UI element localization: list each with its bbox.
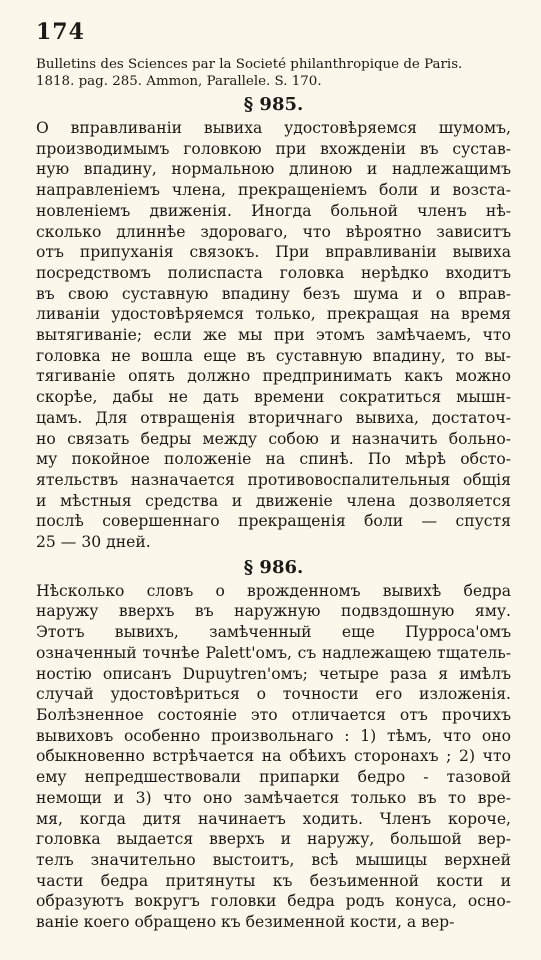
text-line: ностiю описанъ Dupuytren'омъ; четыре раза я имѣлъ xyxy=(36,664,511,683)
section-986-body xyxy=(36,581,511,933)
text-line: ванiе коего обращено къ безименной кости, а вер- xyxy=(36,913,455,932)
text-line: ную впадину, нормальною длиною и надлежащимъ xyxy=(36,160,511,179)
text-line: Этотъ вывихъ, замѣченный еще Пурроса'омъ xyxy=(36,623,511,642)
text-line: и мѣстныя средства и движенiе члена дозволяется xyxy=(36,491,511,510)
text-line: наружу вверхъ въ наружную подвздошную яму. xyxy=(36,602,511,621)
text-line: Нѣсколько словъ о врожденномъ вывихѣ бедра xyxy=(36,581,511,600)
text-line: телъ значительно выстоитъ, всѣ мышицы верхней xyxy=(36,850,511,869)
text-line: направленiемъ члена, прекращенiемъ боли и возста- xyxy=(36,181,511,200)
reference-line: Bulletins des Sciences par la Societé philanthropique de Paris. xyxy=(36,57,463,72)
page-number: 174 xyxy=(36,19,85,45)
text-line: сколько длиннѣе здороваго, что вѣроятно зависитъ xyxy=(36,222,511,241)
text-line: ливанiи удостовѣряемся только, прекращая на время xyxy=(36,305,511,324)
text-line: посредствомъ полиспаста головка нерѣдко входитъ xyxy=(36,263,511,282)
text-line: О вправливанiи вывиха удостовѣряемся шумомъ, xyxy=(36,119,511,137)
section-985-body xyxy=(36,118,511,553)
text-line: ему непредшествовали припарки бедро - тазовой xyxy=(36,768,511,787)
text-line: части бедра притянуты къ безъименной кости и xyxy=(36,871,511,890)
text-line: въ свою суставную впадину безъ шума и о вправ- xyxy=(36,284,511,303)
text-line: обыкновенно встрѣчается на обѣихъ сторонахъ ; 2) что xyxy=(36,747,511,766)
reference-line: 1818. pag. 285. Ammon, Parallele. S. 170. xyxy=(36,74,322,89)
text-line: немощи и 3) что оно замѣчается только въ то вре- xyxy=(36,788,511,807)
text-line: головка не вошла еще въ суставную впадину, то вы- xyxy=(36,346,511,365)
text-line: скорѣе, дабы не дать времени сократиться мышн- xyxy=(36,388,511,407)
text-line: вытягиванiе; если же мы при этомъ замѣчаемъ, что xyxy=(36,326,511,345)
text-line: но связать бедры между собою и назначить больно- xyxy=(36,429,511,448)
text-line: цамъ. Для отвращенiя вторичнаго вывиха, достаточ- xyxy=(36,408,511,427)
text-line: новленiемъ движенiя. Иногда больной членъ нѣ- xyxy=(36,201,511,220)
text-line: 25 — 30 дней. xyxy=(36,533,151,552)
section-985-heading: § 985. xyxy=(243,94,304,115)
section-986-heading: § 986. xyxy=(243,556,304,578)
text-line: ятельствъ назначается противовоспалительныя общiя xyxy=(36,470,511,489)
text-line: Болѣзненное состоянiе это отличается отъ прочихъ xyxy=(36,705,511,724)
text-line: тягиванiе опять должно предпринимать какъ можно xyxy=(36,367,511,386)
text-line: послѣ совершеннаго прекращенiя боли — спустя xyxy=(36,512,511,531)
bibliographic-reference xyxy=(36,56,511,90)
text-line: головка выдается вверхъ и наружу, большой вер- xyxy=(36,830,511,849)
text-line: вывиховъ особенно произвольнаго : 1) тѣмъ, что оно xyxy=(36,726,511,745)
text-line: означенный точнѣе Palett'омъ, съ надлежащею тщатель- xyxy=(36,643,511,662)
text-line: отъ припуханiя связокъ. При вправливанiи вывиха xyxy=(36,243,511,262)
text-line: мя, когда дитя начинаетъ ходить. Членъ короче, xyxy=(36,809,511,828)
text-line: образуютъ вокругъ головки бедра родъ конуса, осно- xyxy=(36,892,511,911)
text-line: производимымъ головкою при вхожденiи въ сустав- xyxy=(36,139,511,158)
text-line: му покойное положенiе на спинѣ. По мѣрѣ обсто- xyxy=(36,450,511,469)
text-line: случай удостовѣриться о точности его изложенiя. xyxy=(36,685,511,704)
